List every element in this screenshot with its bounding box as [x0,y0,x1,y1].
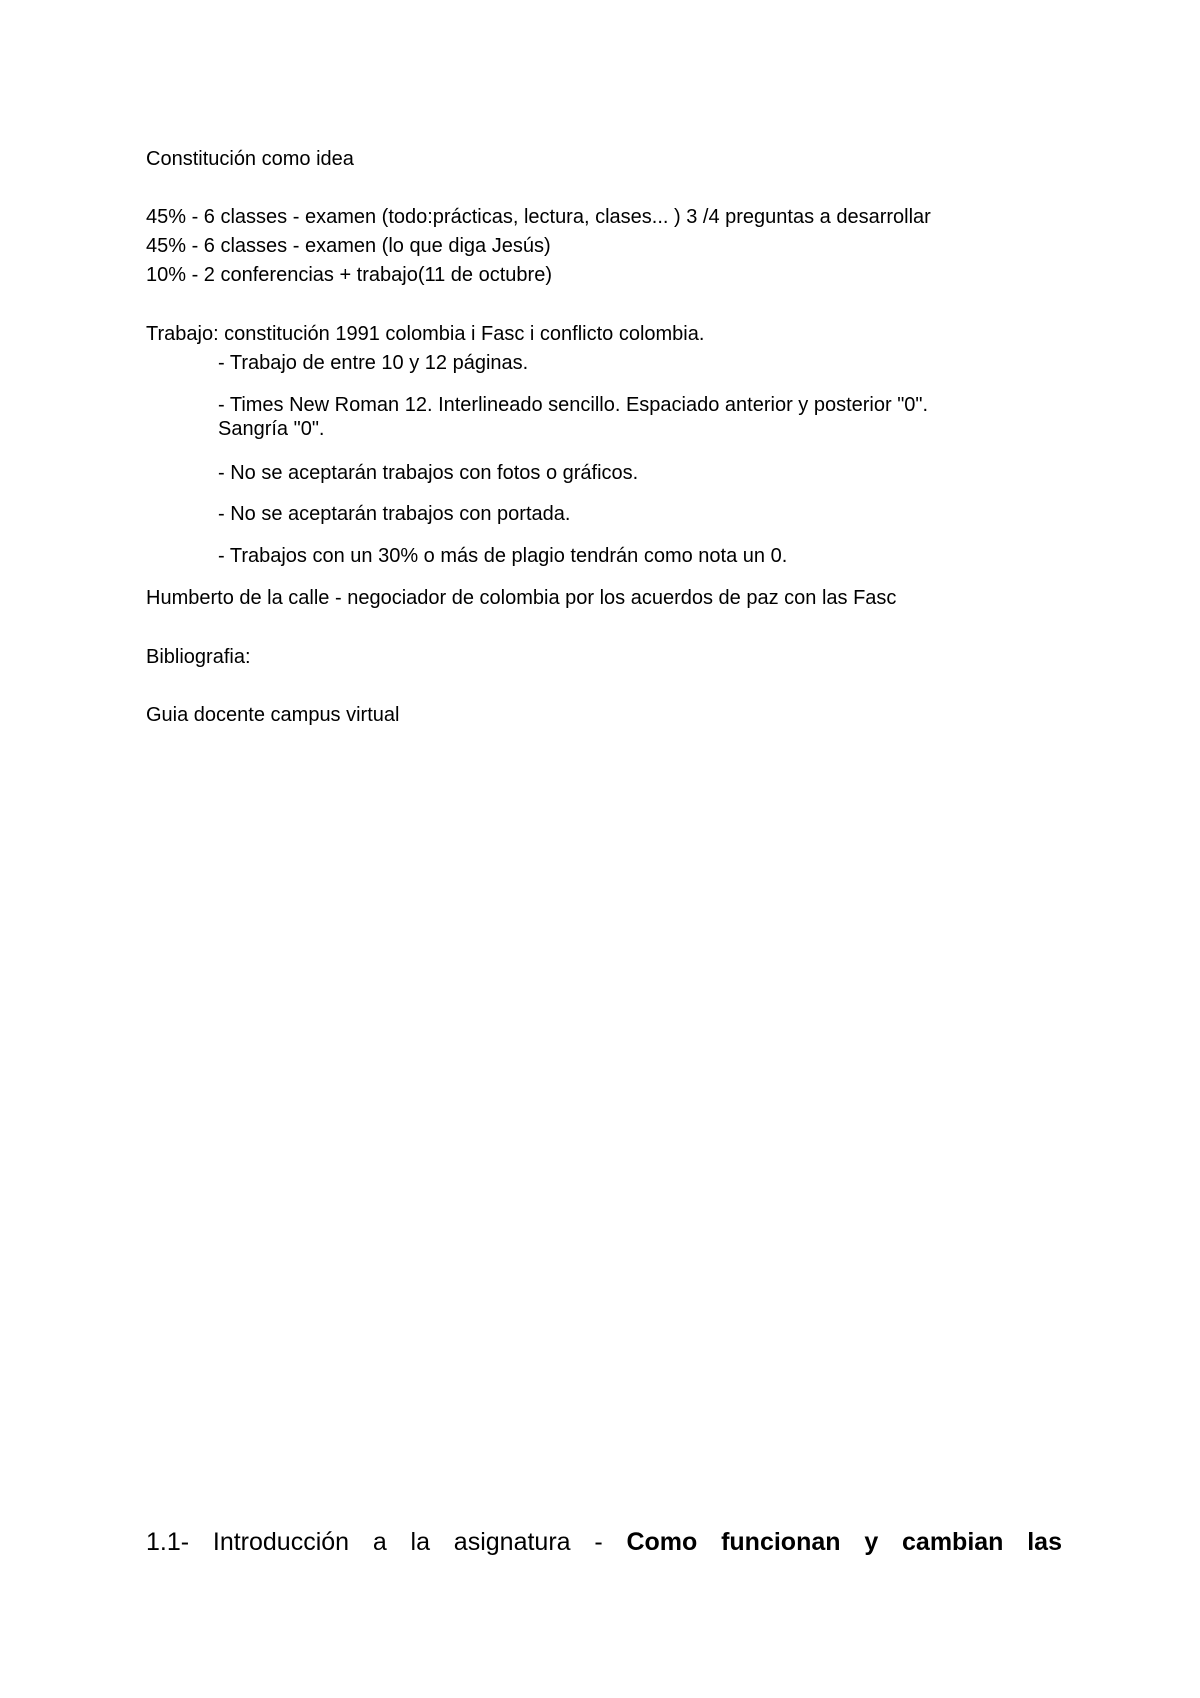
trabajo-rule: - Trabajo de entre 10 y 12 páginas. [218,352,529,374]
guia-docente-line: Guia docente campus virtual [146,704,400,726]
section-heading-title: 1.1- Introducción a la asignatura - [146,1528,603,1556]
humberto-line: Humberto de la calle - negociador de colombia por los acuerdos de paz con las Fasc [146,587,897,609]
grading-line: 45% - 6 classes - examen (todo:prácticas, lectura, clases... ) 3 /4 preguntas a desarrollar [146,206,931,228]
bibliografia-label: Bibliografia: [146,646,251,668]
trabajo-rule: - No se aceptarán trabajos con portada. [218,503,571,525]
trabajo-rule-continuation: Sangría "0". [218,418,325,440]
document-title-line: Constitución como idea [146,148,354,170]
grading-line: 45% - 6 classes - examen (lo que diga Jesús) [146,235,551,257]
trabajo-rule: - Trabajos con un 30% o más de plagio tendrán como nota un 0. [218,545,788,567]
section-heading-bold: Como funcionan y cambian las [626,1528,1062,1556]
grading-line: 10% - 2 conferencias + trabajo(11 de octubre) [146,264,552,286]
trabajo-intro: Trabajo: constitución 1991 colombia i Fasc i conflicto colombia. [146,323,705,345]
trabajo-rule: - No se aceptarán trabajos con fotos o gráficos. [218,462,639,484]
trabajo-rule: - Times New Roman 12. Interlineado sencillo. Espaciado anterior y posterior "0". [218,394,929,416]
section-heading [146,1525,1062,1559]
